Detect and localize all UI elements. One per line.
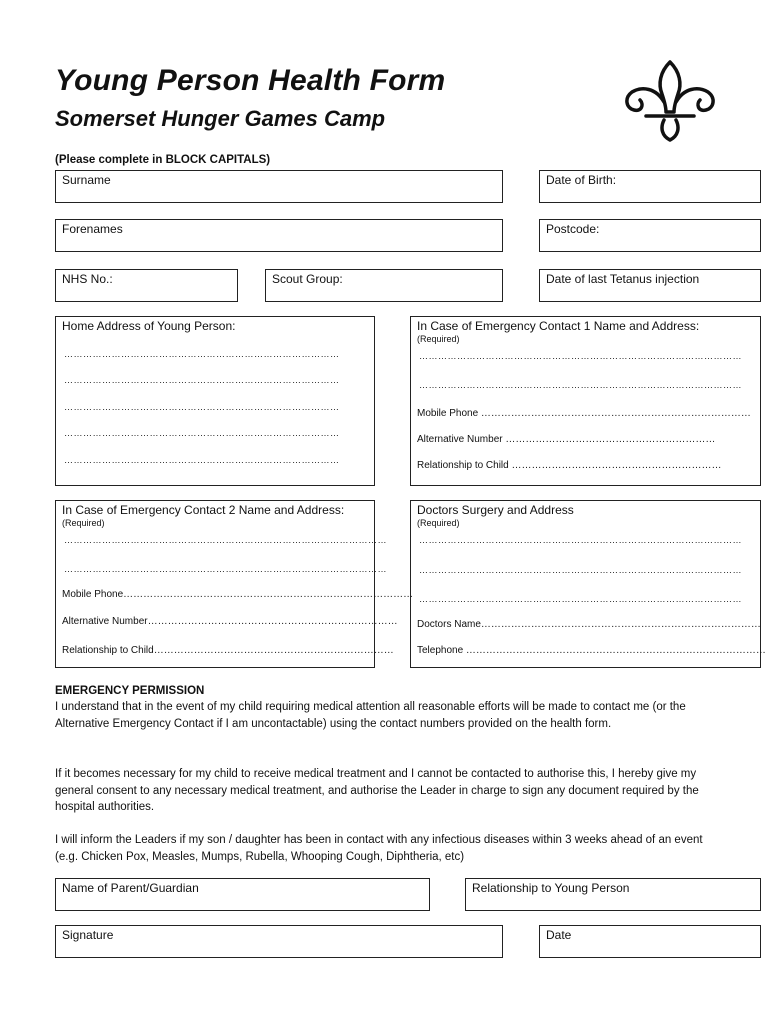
doctors-surgery-label: Doctors Surgery and Address	[417, 503, 574, 517]
scout-group-field[interactable]	[265, 269, 503, 302]
home-address-box[interactable]	[55, 316, 375, 486]
permission-paragraph-2: If it becomes necessary for my child to receive medical treatment and I cannot be contacted to authorise this, I hereby give my general consent to any necessary medical treatment, and authorise the Leader in charge to sign any document required by the hospital authorities.	[55, 768, 699, 813]
date-of-birth-label: Date of Birth:	[546, 173, 617, 187]
contact-2-relationship: Relationship to Child………………………………………………………………	[62, 645, 394, 656]
contact-1-address-line: …………………………………………………………………………………………	[419, 351, 742, 361]
date-field[interactable]	[539, 925, 761, 958]
contact-1-address-line: …………………………………………………………………………………………	[419, 380, 742, 390]
doctors-address-line: …………………………………………………………………………………………	[419, 565, 742, 575]
signature-label: Signature	[62, 928, 114, 942]
tetanus-date-field[interactable]	[539, 269, 761, 302]
forenames-field[interactable]	[55, 219, 503, 252]
home-address-line: ……………………………………………………………………………	[64, 402, 340, 412]
surname-field[interactable]	[55, 170, 503, 203]
contact-1-mobile-phone: Mobile Phone ………………………………………………………………………	[417, 408, 751, 419]
home-address-line: ……………………………………………………………………………	[64, 455, 340, 465]
postcode-label: Postcode:	[546, 222, 600, 236]
scout-group-label: Scout Group:	[272, 272, 343, 286]
contact-1-alternative-number: Alternative Number ………………………………………………………	[417, 434, 716, 445]
tetanus-date-label: Date of last Tetanus injection	[546, 272, 700, 286]
doctors-surgery-box[interactable]	[410, 500, 766, 668]
doctors-name: Doctors Name…………………………………………………………………………	[417, 619, 761, 630]
emergency-contact-2-box[interactable]	[55, 500, 414, 668]
parent-name-field[interactable]	[55, 878, 430, 911]
doctors-address-line: …………………………………………………………………………………………	[419, 535, 742, 545]
home-address-line: ……………………………………………………………………………	[64, 428, 340, 438]
contact-2-address-line: …………………………………………………………………………………………	[64, 535, 387, 545]
parent-name-label: Name of Parent/Guardian	[62, 881, 199, 895]
instruction-text: (Please complete in BLOCK CAPITALS)	[55, 154, 271, 166]
date-label: Date	[546, 928, 572, 942]
doctors-telephone: Telephone ………………………………………………………………………………	[417, 645, 766, 656]
required-note: (Required)	[62, 518, 105, 528]
relationship-field[interactable]	[465, 878, 761, 911]
relationship-label: Relationship to Young Person	[472, 881, 630, 895]
date-of-birth-field[interactable]	[539, 170, 761, 203]
permission-heading: EMERGENCY PERMISSION	[55, 685, 205, 697]
doctors-address-line: …………………………………………………………………………………………	[419, 594, 742, 604]
home-address-line: ……………………………………………………………………………	[64, 375, 340, 385]
signature-field[interactable]	[55, 925, 503, 958]
forenames-label: Forenames	[62, 222, 123, 236]
home-address-label: Home Address of Young Person:	[62, 319, 236, 333]
surname-label: Surname	[62, 173, 111, 187]
nhs-number-field[interactable]	[55, 269, 238, 302]
emergency-contact-2-label: In Case of Emergency Contact 2 Name and Address:	[62, 503, 345, 517]
emergency-contact-1-label: In Case of Emergency Contact 1 Name and Address:	[417, 319, 700, 333]
contact-2-mobile-phone: Mobile Phone……………………………………………………………………………	[62, 589, 414, 600]
postcode-field[interactable]	[539, 219, 761, 252]
page-title: Young Person Health Form	[55, 64, 446, 97]
permission-paragraph-1: I understand that in the event of my child requiring medical attention all reasonable efforts will be made to contact me (or the Alternative Emergency Contact if I am uncontactable) using the contact numbers provided on the health form.	[55, 701, 686, 730]
required-note: (Required)	[417, 518, 460, 528]
contact-2-alternative-number: Alternative Number…………………………………………………………………	[62, 616, 398, 627]
permission-paragraph-3: I will inform the Leaders if my son / daughter has been in contact with any infectious diseases within 3 weeks ahead of an event (e.g. Chicken Pox, Measles, Mumps, Rubella, Whooping Cough, Diphtheria, etc)	[55, 834, 703, 863]
home-address-line: ……………………………………………………………………………	[64, 349, 340, 359]
page-subtitle: Somerset Hunger Games Camp	[55, 106, 386, 131]
contact-2-address-line: …………………………………………………………………………………………	[64, 564, 387, 574]
emergency-contact-1-box[interactable]	[410, 316, 761, 486]
nhs-number-label: NHS No.:	[62, 272, 113, 286]
contact-1-relationship: Relationship to Child ………………………………………………………	[417, 460, 722, 471]
required-note: (Required)	[417, 334, 460, 344]
scout-fleur-de-lis-icon	[620, 58, 720, 144]
